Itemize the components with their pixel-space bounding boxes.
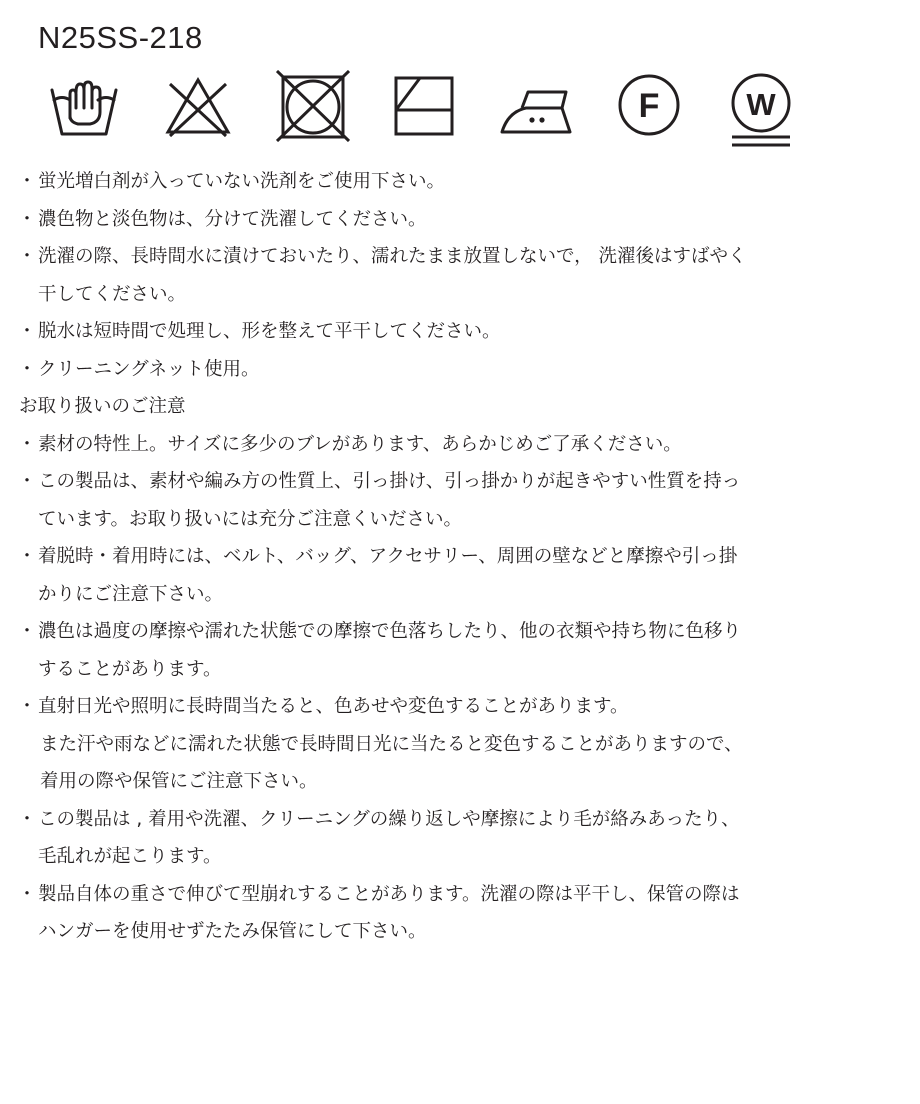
handling-note-continuation: 毛乱れが起こります。 — [38, 846, 222, 867]
handling-note-text: 着脱時・着用時には、ベルト、バッグ、アクセサリー、周囲の壁などと摩擦や引っ掛 — [38, 546, 738, 567]
bullet: ・ — [17, 621, 37, 642]
wet-clean-w-label: W — [746, 87, 776, 122]
handling-note-continuation: ハンガーを使用せずたたみ保管にして下さい。 — [38, 921, 427, 942]
dry-clean-f-label: F — [638, 87, 660, 125]
bullet: ・ — [17, 546, 37, 567]
bullet: ・ — [17, 808, 37, 830]
wash-note-text: クリーニングネット使用。 — [38, 358, 260, 380]
care-symbols-row — [0, 70, 920, 160]
product-code: N25SS-218 — [38, 20, 203, 55]
handling-note-continuation: 着用の際や保管にご注意下さい。 — [40, 771, 318, 792]
handling-note-line — [16, 688, 906, 726]
handling-note-text: 素材の特性上。サイズに多少のブレがあります、あらかじめご了承ください。 — [38, 433, 682, 455]
hand-wash-icon — [48, 70, 120, 140]
bullet: ・ — [17, 321, 37, 342]
wash-note-text: 洗濯の際、長時間水に漬けておいたり、濡れたまま放置しないで， 洗濯後はすばやく — [38, 246, 747, 267]
handling-note-continuation: また汗や雨などに濡れた状態で長時間日光に当たると変色することがありますので、 — [40, 733, 743, 755]
no-bleach-icon — [164, 70, 232, 140]
handling-note-text: 濃色は過度の摩擦や濡れた状態での摩擦で色落ちしたり、他の衣類や持ち物に色移り — [38, 621, 742, 642]
bullet: ・ — [17, 433, 37, 455]
handling-heading: お取り扱いのご注意 — [19, 396, 186, 417]
handling-note-line — [16, 426, 906, 464]
handling-note-line — [16, 801, 906, 839]
wash-note-line — [16, 351, 906, 389]
wash-note-line — [16, 163, 906, 201]
handling-note-line — [16, 876, 906, 914]
bullet: ・ — [17, 696, 37, 717]
wet-clean-gentle-icon — [726, 70, 796, 150]
wash-note-line — [16, 313, 906, 351]
bullet: ・ — [17, 471, 37, 492]
wash-note-text: 脱水は短時間で処理し、形を整えて平干してください。 — [38, 321, 501, 342]
dry-clean-f-icon — [614, 70, 684, 140]
handling-note-line — [16, 463, 906, 501]
handling-note-text: 直射日光や照明に長時間当たると、色あせや変色することがあります。 — [38, 696, 629, 717]
handling-note-text: この製品は , 着用や洗濯、クリーニングの繰り返しや摩擦により毛が絡みあったり、 — [38, 808, 740, 830]
handling-note-text: 製品自体の重さで伸びて型崩れすることがあります。洗濯の際は平干し、保管の際は — [38, 883, 740, 905]
handling-note-text: この製品は、素材や編み方の性質上、引っ掛け、引っ掛かりが起きやすい性質を持っ — [38, 471, 741, 492]
wash-note-text: 蛍光増白剤が入っていない洗剤をご使用下さい。 — [38, 171, 446, 192]
handling-note-continuation: することがあります。 — [38, 658, 222, 680]
no-tumble-dry-icon — [276, 70, 350, 142]
handling-note-continuation: かりにご注意下さい。 — [38, 583, 224, 605]
wash-note-text: 濃色物と淡色物は、分けて洗濯してください。 — [38, 208, 427, 230]
wash-note-line — [16, 201, 906, 239]
wash-note-continuation: 干してください。 — [38, 283, 187, 305]
handling-note-continuation: ています。お取り扱いには充分ご注意くいださい。 — [38, 508, 463, 530]
bullet: ・ — [17, 883, 37, 905]
handling-note-line — [16, 613, 906, 651]
iron-low-icon — [500, 70, 574, 140]
bullet: ・ — [17, 208, 37, 230]
care-notes — [16, 163, 906, 951]
wash-note-line — [16, 238, 906, 276]
bullet: ・ — [17, 358, 37, 380]
bullet: ・ — [17, 246, 37, 267]
bullet: ・ — [17, 171, 37, 192]
line-dry-shade-icon — [392, 70, 456, 140]
handling-note-line — [16, 538, 906, 576]
